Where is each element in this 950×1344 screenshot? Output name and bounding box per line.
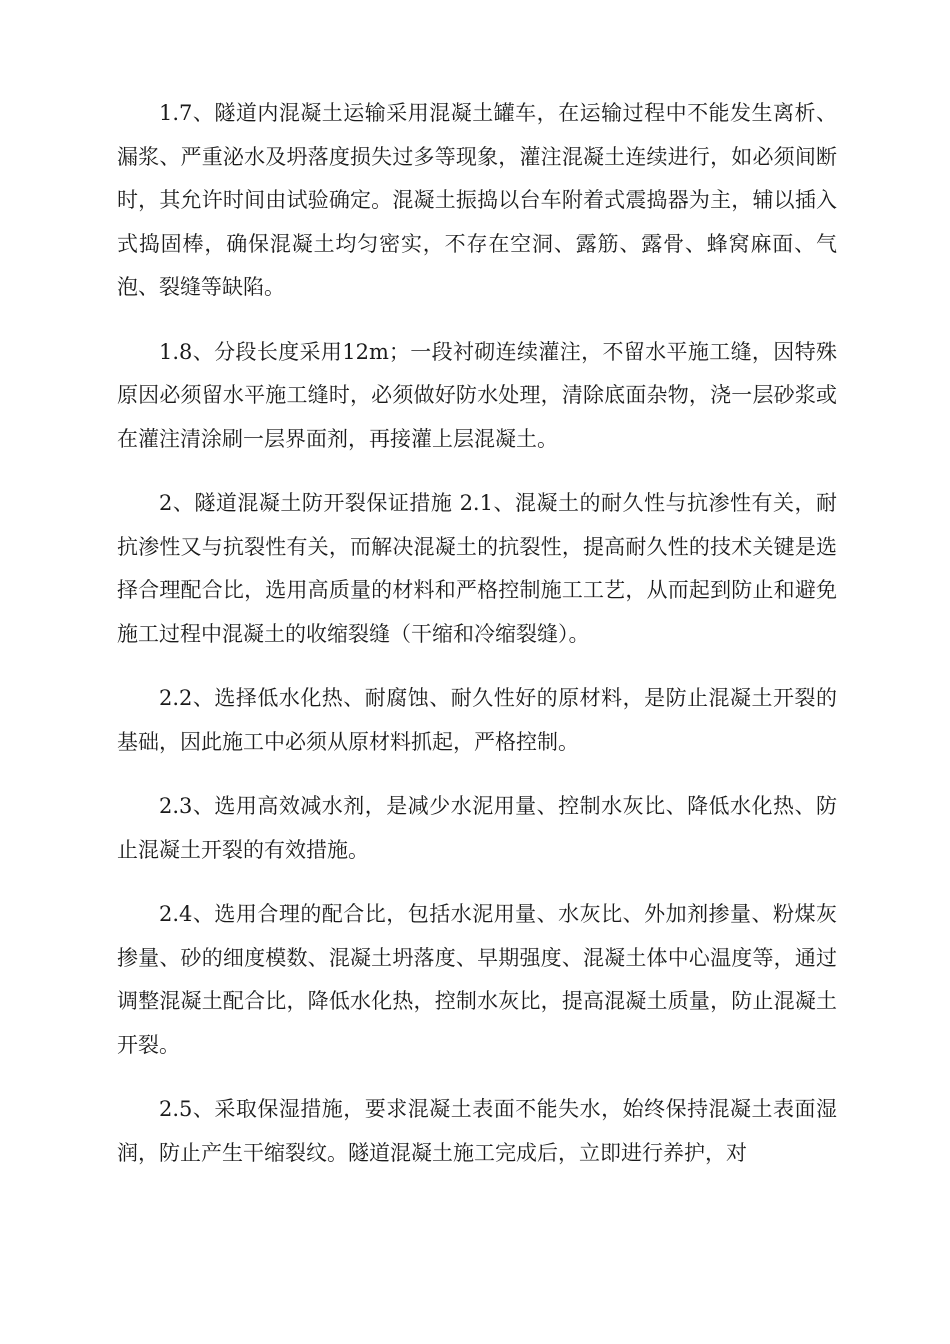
paragraph-2-5: 2.5、采取保湿措施，要求混凝土表面不能失水，始终保持混凝土表面湿润，防止产生干缩裂纹。隧道混凝土施工完成后，立即进行养护，对	[117, 1097, 837, 1165]
paragraph-2-1: 2、隧道混凝土防开裂保证措施 2.1、混凝土的耐久性与抗渗性有关，耐抗渗性又与抗裂性有关，而解决混凝土的抗裂性，提高耐久性的技术关键是选择合理配合比，选用高质量的材料和严格控制施工工艺，从而起到防止和避免施工过程中混凝土的收缩裂缝（干缩和冷缩裂缝）。	[117, 491, 837, 646]
paragraph-1-7: 1.7、隧道内混凝土运输采用混凝土罐车，在运输过程中不能发生离析、漏浆、严重泌水及坍落度损失过多等现象，灌注混凝土连续进行，如必须间断时，其允许时间由试验确定。混凝土振捣以台车附着式震捣器为主，辅以插入式捣固棒，确保混凝土均匀密实，不存在空洞、露筋、露骨、蜂窝麻面、气泡、裂缝等缺陷。	[117, 101, 837, 299]
document-body	[117, 92, 837, 1196]
paragraph-2-2: 2.2、选择低水化热、耐腐蚀、耐久性好的原材料，是防止混凝土开裂的基础，因此施工中必须从原材料抓起，严格控制。	[117, 686, 837, 754]
paragraph-2-3: 2.3、选用高效减水剂，是减少水泥用量、控制水灰比、降低水化热、防止混凝土开裂的有效措施。	[117, 794, 837, 862]
paragraph-1-8: 1.8、分段长度采用12m；一段衬砌连续灌注，不留水平施工缝，因特殊原因必须留水平施工缝时，必须做好防水处理，清除底面杂物，浇一层砂浆或在灌注清涂刷一层界面剂，再接灌上层混凝土。	[117, 339, 837, 451]
paragraph-2-4: 2.4、选用合理的配合比，包括水泥用量、水灰比、外加剂掺量、粉煤灰掺量、砂的细度模数、混凝土坍落度、早期强度、混凝土体中心温度等，通过调整混凝土配合比，降低水化热，控制水灰比，提高混凝土质量，防止混凝土开裂。	[117, 902, 837, 1057]
